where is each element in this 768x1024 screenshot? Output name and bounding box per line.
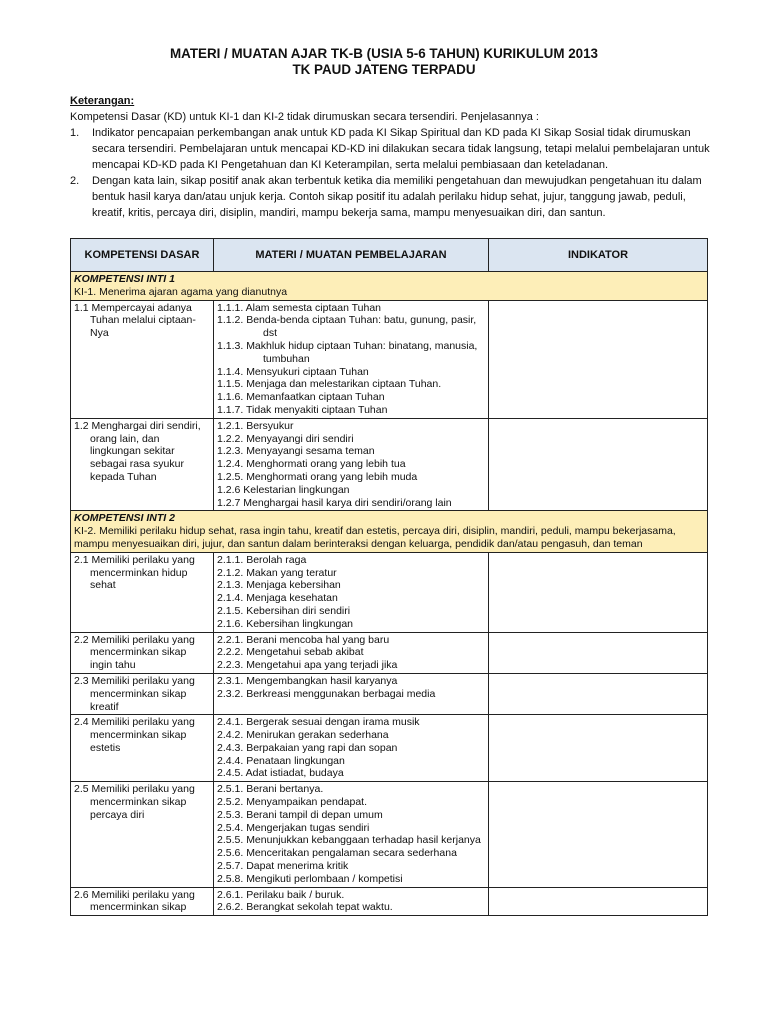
kompetensi-dasar-cell xyxy=(71,418,214,511)
kompetensi-dasar-cell xyxy=(71,673,214,714)
table-row xyxy=(71,300,708,418)
kompetensi-dasar-text: 2.1 Memiliki perilaku yang mencerminkan hidup sehat xyxy=(74,553,195,592)
kompetensi-dasar-text: 2.6 Memiliki perilaku yang mencerminkan sikap xyxy=(74,888,195,914)
kompetensi-dasar-text: 1.2 Menghargai diri sendiri, orang lain, dan lingkungan sekitar sebagai rasa syukur kepada Tuhan xyxy=(74,419,201,483)
materi-item: 2.6.2. Berangkat sekolah tepat waktu. xyxy=(217,901,393,914)
keterangan-section xyxy=(70,93,720,221)
materi-item: 2.5.4. Mengerjakan tugas sendiri xyxy=(217,821,370,834)
indikator-cell xyxy=(489,782,708,887)
indikator-cell xyxy=(489,887,708,916)
kompetensi-dasar-cell xyxy=(71,300,214,418)
materi-item: 2.2.3. Mengetahui apa yang terjadi jika xyxy=(217,659,398,672)
materi-item: 1.2.3. Menyayangi sesama teman xyxy=(217,445,375,458)
materi-cell xyxy=(214,782,489,887)
kompetensi-dasar-text: 2.5 Memiliki perilaku yang mencerminkan sikap percaya diri xyxy=(74,783,195,821)
ki2-row xyxy=(71,511,708,552)
materi-item: 1.2.6 Kelestarian lingkungan xyxy=(217,483,350,496)
indikator-cell xyxy=(489,300,708,418)
materi-item: 2.1.4. Menjaga kesehatan xyxy=(217,592,338,605)
ki1-cell xyxy=(71,272,708,301)
materi-item: 1.2.2. Menyayangi diri sendiri xyxy=(217,432,354,445)
kompetensi-dasar-text: 2.2 Memiliki perilaku yang mencerminkan sikap ingin tahu xyxy=(74,633,195,672)
keterangan-point-1 xyxy=(70,125,720,173)
table-row xyxy=(71,418,708,511)
materi-item: 2.5.6. Menceritakan pengalaman secara sederhana xyxy=(217,847,457,860)
materi-cell xyxy=(214,418,489,511)
materi-item: 2.4.5. Adat istiadat, budaya xyxy=(217,767,344,780)
indikator-cell xyxy=(489,552,708,632)
indikator-cell xyxy=(489,673,708,714)
materi-item: 1.2.5. Menghormati orang yang lebih muda xyxy=(217,470,418,483)
materi-cell xyxy=(214,632,489,673)
materi-item: 2.4.3. Berpakaian yang rapi dan sopan xyxy=(217,741,398,754)
materi-item: 2.1.5. Kebersihan diri sendiri xyxy=(217,604,351,617)
materi-item: 2.1.6. Kebersihan lingkungan xyxy=(217,617,354,630)
kompetensi-dasar-cell xyxy=(71,552,214,632)
document-title: MATERI / MUATAN AJAR TK-B (USIA 5-6 TAHUN) KURIKULUM 2013 xyxy=(170,46,598,61)
materi-item: 1.1.6. Memanfaatkan ciptaan Tuhan xyxy=(217,391,385,404)
keterangan-point-2 xyxy=(70,173,720,221)
materi-item: 1.2.4. Menghormati orang yang lebih tua xyxy=(217,458,406,471)
table-row xyxy=(71,673,708,714)
materi-item: 2.5.7. Dapat menerima kritik xyxy=(217,860,349,873)
ki1-title: KOMPETENSI INTI 1 xyxy=(74,273,175,285)
point-text: Indikator pencapaian perkembangan anak untuk KD pada KI Sikap Spiritual dan KD pada KI Sikap Sosial tidak dirumuskan secara tersendiri. Pembelajaran untuk mencapai KD-KD ini dilakukan secara tidak langsung, tetapi melalui pembelajaran untuk mencapai KD-KD pada KI Pengetahuan dan KI Keterampilan, serta melalui pembiasaan dan keteladanan. xyxy=(92,127,710,171)
materi-item: 1.1.2. Benda-benda ciptaan Tuhan: batu, gunung, pasir, dst xyxy=(217,314,477,340)
kompetensi-table xyxy=(70,238,708,916)
materi-item: 2.1.2. Makan yang teratur xyxy=(217,566,337,579)
materi-item: 2.5.5. Menunjukkan kebanggaan terhadap hasil kerjanya xyxy=(217,834,481,847)
table-row xyxy=(71,782,708,887)
point-number: 2. xyxy=(70,175,80,187)
ki2-title: KOMPETENSI INTI 2 xyxy=(74,512,175,525)
kompetensi-dasar-text: 1.1 Mempercayai adanya Tuhan melalui ciptaan-Nya xyxy=(74,301,196,340)
kompetensi-dasar-text: 2.3 Memiliki perilaku yang mencerminkan sikap kreatif xyxy=(74,674,195,713)
keterangan-intro: Kompetensi Dasar (KD) untuk KI-1 dan KI-2 tidak dirumuskan secara tersendiri. Penjelasannya : xyxy=(70,111,539,123)
materi-cell xyxy=(214,715,489,782)
table-row xyxy=(71,887,708,916)
materi-item: 1.1.3. Makhluk hidup ciptaan Tuhan: binatang, manusia, tumbuhan xyxy=(217,339,478,365)
materi-cell xyxy=(214,552,489,632)
materi-item: 2.5.3. Berani tampil di depan umum xyxy=(217,808,383,821)
materi-item: 1.1.1. Alam semesta ciptaan Tuhan xyxy=(217,301,382,314)
ki2-desc: KI-2. Memiliki perilaku hidup sehat, rasa ingin tahu, kreatif dan estetis, percaya diri, disiplin, mandiri, peduli, mampu bekerjasama, mampu menyesuaikan diri, jujur, dan santun dalam berinteraksi dengan keluarga, pendidik dan/atau pengasuh, dan teman xyxy=(74,525,676,550)
materi-item: 1.1.4. Mensyukuri ciptaan Tuhan xyxy=(217,365,369,378)
ki1-desc: KI-1. Menerima ajaran agama yang dianutnya xyxy=(74,285,288,298)
point-number: 1. xyxy=(70,127,80,139)
kompetensi-dasar-cell xyxy=(71,715,214,782)
materi-item: 2.2.1. Berani mencoba hal yang baru xyxy=(217,633,390,646)
kompetensi-dasar-cell xyxy=(71,887,214,916)
keterangan-heading: Keterangan: xyxy=(70,95,135,107)
materi-item: 1.1.5. Menjaga dan melestarikan ciptaan Tuhan. xyxy=(217,378,442,391)
keterangan-list xyxy=(70,125,720,221)
materi-item: 2.1.1. Berolah raga xyxy=(217,553,307,566)
materi-cell xyxy=(214,300,489,418)
materi-cell xyxy=(214,673,489,714)
materi-item: 1.1.7. Tidak menyakiti ciptaan Tuhan xyxy=(217,403,388,416)
kompetensi-dasar-cell xyxy=(71,632,214,673)
indikator-cell xyxy=(489,715,708,782)
materi-item: 2.5.1. Berani bertanya. xyxy=(217,783,324,796)
kompetensi-dasar-cell xyxy=(71,782,214,887)
materi-item: 2.4.1. Bergerak sesuai dengan irama musik xyxy=(217,716,420,729)
materi-item: 2.6.1. Perilaku baik / buruk. xyxy=(217,888,345,901)
document-subtitle: TK PAUD JATENG TERPADU xyxy=(292,62,476,77)
materi-item: 2.4.4. Penataan lingkungan xyxy=(217,754,345,767)
materi-cell xyxy=(214,887,489,916)
materi-item: 2.4.2. Menirukan gerakan sederhana xyxy=(217,729,389,742)
ki2-cell xyxy=(71,511,708,552)
materi-item: 2.3.1. Mengembangkan hasil karyanya xyxy=(217,674,398,687)
table-row xyxy=(71,715,708,782)
materi-item: 2.2.2. Mengetahui sebab akibat xyxy=(217,646,364,659)
indikator-cell xyxy=(489,418,708,511)
header-indikator: INDIKATOR xyxy=(489,239,708,272)
header-materi: MATERI / MUATAN PEMBELAJARAN xyxy=(214,239,489,272)
materi-item: 1.2.1. Bersyukur xyxy=(217,419,294,432)
indikator-cell xyxy=(489,632,708,673)
kompetensi-dasar-text: 2.4 Memiliki perilaku yang mencerminkan sikap estetis xyxy=(74,716,195,754)
materi-item: 1.2.7 Menghargai hasil karya diri sendiri/orang lain xyxy=(217,496,452,509)
table-row xyxy=(71,632,708,673)
table-header-row xyxy=(71,239,708,272)
materi-item: 2.1.3. Menjaga kebersihan xyxy=(217,579,341,592)
materi-item: 2.5.8. Mengikuti perlombaan / kompetisi xyxy=(217,872,403,885)
point-text: Dengan kata lain, sikap positif anak akan terbentuk ketika dia memiliki pengetahuan dan mewujudkan pengetahuan itu dalam bentuk hasil karya dan/atau unjuk kerja. Contoh sikap positif itu adalah perilaku hidup sehat, jujur, tanggung jawab, peduli, kreatif, kritis, percaya diri, disiplin, mandiri, mampu bekerja sama, mampu menyesuaikan diri, dan santun. xyxy=(92,175,702,219)
table-row xyxy=(71,552,708,632)
materi-item: 2.3.2. Berkreasi menggunakan berbagai media xyxy=(217,687,436,700)
header-kompetensi-dasar: KOMPETENSI DASAR xyxy=(71,239,214,272)
materi-item: 2.5.2. Menyampaikan pendapat. xyxy=(217,796,368,809)
ki1-row xyxy=(71,272,708,301)
